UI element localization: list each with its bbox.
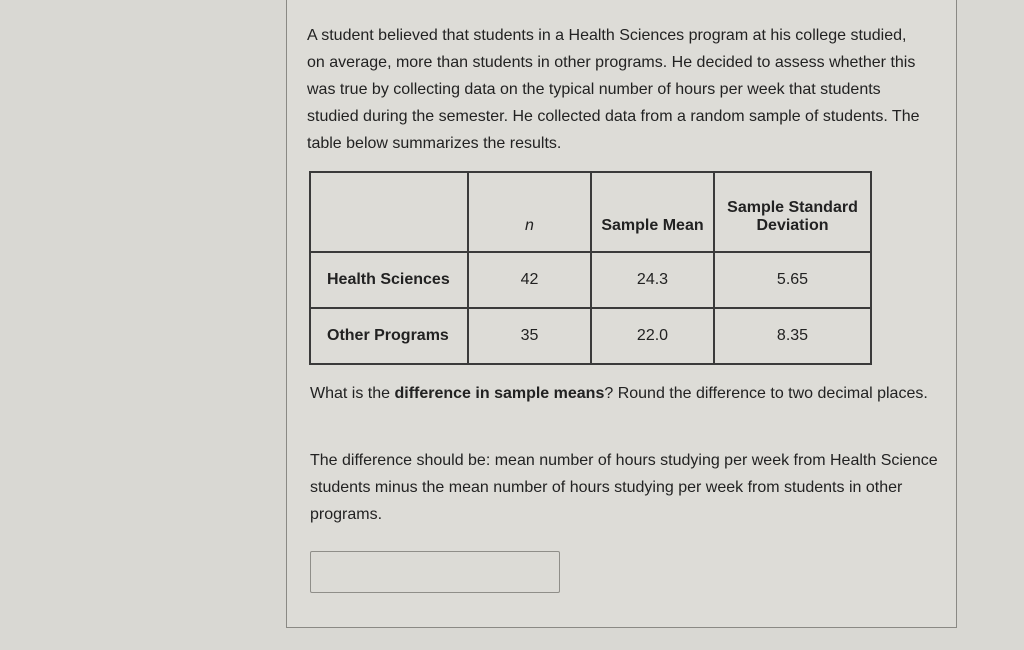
question-pre: What is the (310, 385, 395, 402)
header-blank (310, 172, 468, 252)
cell-mean: 22.0 (591, 308, 714, 364)
question-emphasis: difference in sample means (394, 385, 605, 402)
row-label: Other Programs (310, 308, 468, 364)
cell-sd: 8.35 (714, 308, 871, 364)
instruction-text: The difference should be: mean number of hours studying per week from Health Science students minus the mean number of hours studying per week from students in other programs. (310, 452, 938, 523)
problem-intro: A student believed that students in a Health Sciences program at his college studied, on average, more than students in other programs. He decided to assess whether this was true by collecting data on the typical number of hours per week that students studied during the semester. He collected data from a random sample of students. The table below summarizes the results. (307, 27, 920, 152)
answer-input[interactable] (310, 551, 560, 593)
table-row (310, 252, 871, 308)
header-n: n (468, 172, 591, 252)
header-mean: Sample Mean (591, 172, 714, 252)
summary-table (309, 171, 872, 365)
cell-mean: 24.3 (591, 252, 714, 308)
question-text (310, 380, 940, 407)
header-sd: Sample Standard Deviation (714, 172, 871, 252)
table-header-row (310, 172, 871, 252)
row-label: Health Sciences (310, 252, 468, 308)
cell-sd: 5.65 (714, 252, 871, 308)
cell-n: 35 (468, 308, 591, 364)
cell-n: 42 (468, 252, 591, 308)
table-row (310, 308, 871, 364)
question-post: ? Round the difference to two decimal places. (604, 385, 928, 402)
